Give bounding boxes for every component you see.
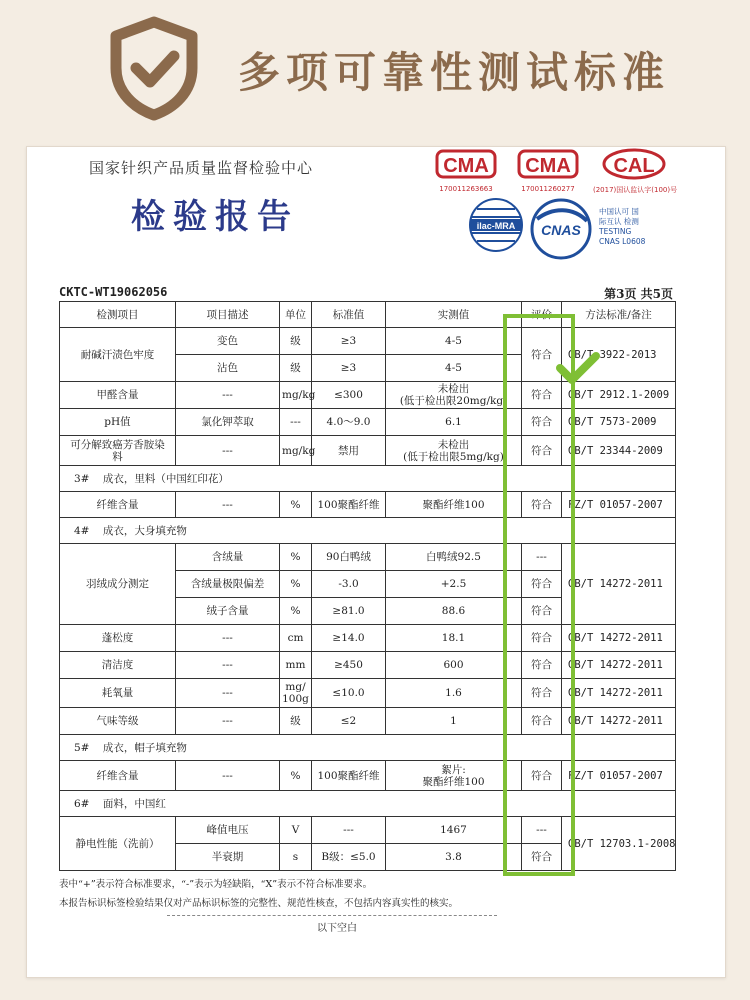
cma-mark-text: CMA <box>525 155 571 177</box>
cal-mark <box>593 147 678 195</box>
cell-eval: 符合 <box>522 409 562 436</box>
cell-eval: 符合 <box>522 708 562 735</box>
cell-desc: --- <box>176 708 280 735</box>
cell-item: 耐碱汗渍色牢度 <box>60 328 176 382</box>
cell-std: --- <box>312 817 386 844</box>
banner-title: 多项可靠性测试标准 <box>238 48 671 97</box>
cell-eval: 符合 <box>522 844 562 871</box>
cell-method: GB/T 14272-2011 <box>562 708 676 735</box>
section-text: 成衣，帽子填充物 <box>102 741 187 754</box>
cell-desc: 绒子含量 <box>176 598 280 625</box>
cnas-text <box>599 207 669 247</box>
cell-desc: 含绒量极限偏差 <box>176 571 280 598</box>
cal-code: (2017)国认监认字(100)号 <box>593 186 678 194</box>
shield-check-icon <box>108 18 200 118</box>
cell-unit: 级 <box>280 708 312 735</box>
section-row <box>60 735 676 761</box>
cell-item: 清洁度 <box>60 652 176 679</box>
section-heading <box>60 466 676 492</box>
cma-code-1: 170011263663 <box>439 185 493 193</box>
cell-std: ≥3 <box>312 328 386 355</box>
col-header: 方法标准/备注 <box>562 302 676 328</box>
cell-unit: % <box>280 571 312 598</box>
table-header-row <box>60 302 676 328</box>
cell-eval: --- <box>522 544 562 571</box>
cell-method: FZ/T 01057-2007 <box>562 492 676 518</box>
cell-method: GB/T 14272-2011 <box>562 652 676 679</box>
cell-method: GB/T 2912.1-2009 <box>562 382 676 409</box>
cell-std: ≥14.0 <box>312 625 386 652</box>
cell-std: ≥81.0 <box>312 598 386 625</box>
cell-std: -3.0 <box>312 571 386 598</box>
cnas-logo-icon <box>529 197 593 261</box>
table-row <box>60 652 676 679</box>
cell-unit: % <box>280 492 312 518</box>
cell-method: GB/T 14272-2011 <box>562 679 676 708</box>
cell-item: 甲醛含量 <box>60 382 176 409</box>
cell-unit: 级 <box>280 328 312 355</box>
page-info: 第3页 共5页 <box>604 287 673 301</box>
cell-measured: 1 <box>386 708 522 735</box>
cell-measured: 1467 <box>386 817 522 844</box>
section-row <box>60 466 676 492</box>
cnas-mark <box>529 197 593 261</box>
cell-unit: 级 <box>280 355 312 382</box>
cell-unit: mg/kg <box>280 382 312 409</box>
cnas-number: CNAS L0608 <box>599 237 646 246</box>
col-header: 实测值 <box>386 302 522 328</box>
cal-mark-text: CAL <box>613 155 655 177</box>
cell-eval: --- <box>522 817 562 844</box>
table-row <box>60 544 676 571</box>
cell-unit: cm <box>280 625 312 652</box>
cell-method: GB/T 14272-2011 <box>562 625 676 652</box>
cell-eval: 符合 <box>522 598 562 625</box>
cell-desc: 沾色 <box>176 355 280 382</box>
cell-std: 90白鸭绒 <box>312 544 386 571</box>
cell-measured: 4-5 <box>386 328 522 355</box>
cell-measured: 聚酯纤维100 <box>386 492 522 518</box>
measured-line-1: 未检出 <box>437 383 470 395</box>
cell-desc: 氯化钾萃取 <box>176 409 280 436</box>
cell-std: ≤10.0 <box>312 679 386 708</box>
note-line-1: 表中“+”表示符合标准要求，“-”表示为轻缺陷，“X”表示不符合标准要求。 <box>59 879 373 890</box>
cell-item: pH值 <box>60 409 176 436</box>
col-header: 评价 <box>522 302 562 328</box>
item-line-1: 可分解致癌芳香胺染 <box>70 438 165 451</box>
cma-mark-2 <box>513 147 583 193</box>
measured-line-2: (低于检出限20mg/kg) <box>399 395 508 407</box>
cell-desc: --- <box>176 761 280 791</box>
cell-desc: --- <box>176 652 280 679</box>
cell-item: 纤维含量 <box>60 492 176 518</box>
cell-eval: 符合 <box>522 652 562 679</box>
cell-item: 蓬松度 <box>60 625 176 652</box>
cell-unit: s <box>280 844 312 871</box>
section-row <box>60 791 676 817</box>
ilac-mra-mark <box>467 195 525 265</box>
cell-measured: 88.6 <box>386 598 522 625</box>
ilac-label: ilac-MRA <box>476 221 516 231</box>
cell-unit: % <box>280 598 312 625</box>
cell-desc: 变色 <box>176 328 280 355</box>
cell-measured: 18.1 <box>386 625 522 652</box>
cell-desc: --- <box>176 625 280 652</box>
cma-code-2: 170011260277 <box>521 185 575 193</box>
cell-measured: 6.1 <box>386 409 522 436</box>
cell-desc: 含绒量 <box>176 544 280 571</box>
cell-eval: 符合 <box>522 625 562 652</box>
cell-unit: % <box>280 761 312 791</box>
cnas-cn-text: 中国认可 国际互认 检测 <box>599 207 639 226</box>
table-row <box>60 708 676 735</box>
cell-desc: 峰值电压 <box>176 817 280 844</box>
cell-measured: 1.6 <box>386 679 522 708</box>
cell-measured: 4-5 <box>386 355 522 382</box>
cal-logo-icon <box>593 147 675 181</box>
cma-logo-icon <box>431 147 501 181</box>
report-paper <box>26 146 726 978</box>
measured-line-2: (低于检出限5mg/kg) <box>403 450 504 463</box>
dashed-divider <box>167 915 497 916</box>
cell-std: B级：≤5.0 <box>312 844 386 871</box>
table-row <box>60 328 676 355</box>
table-row <box>60 679 676 708</box>
unit-line-1: mg/ <box>285 681 306 693</box>
note-line-2: 本报告标识标签检验结果仅对产品标识标签的完整性、规范性核查，不包括内容真实性的核实。 <box>59 898 459 909</box>
report-title: 检验报告 <box>131 197 299 237</box>
table-row <box>60 436 676 466</box>
cnas-en-text: TESTING <box>599 227 632 236</box>
cell-item: 纤维含量 <box>60 761 176 791</box>
cell-std: ≤2 <box>312 708 386 735</box>
banner-header <box>0 0 750 140</box>
cell-std: ≥3 <box>312 355 386 382</box>
table-row <box>60 817 676 844</box>
cma-mark-text: CMA <box>443 155 489 177</box>
cell-item <box>60 436 176 466</box>
cell-eval: 符合 <box>522 492 562 518</box>
cnas-label: CNAS <box>541 222 581 238</box>
measured-line-1: 未检出 <box>437 438 470 451</box>
table-row <box>60 492 676 518</box>
cell-desc: --- <box>176 436 280 466</box>
table-row <box>60 625 676 652</box>
cell-std: 100聚酯纤维 <box>312 492 386 518</box>
cell-method: GB/T 14272-2011 <box>562 544 676 625</box>
col-header: 项目描述 <box>176 302 280 328</box>
section-number: 4# <box>74 524 90 537</box>
report-number: CKTC-WT19062056 <box>59 285 168 299</box>
section-text: 面料，中国红 <box>102 797 166 810</box>
cell-method: FZ/T 01057-2007 <box>562 761 676 791</box>
col-header: 单位 <box>280 302 312 328</box>
cell-desc: --- <box>176 492 280 518</box>
cell-unit <box>280 679 312 708</box>
cell-measured: 白鸭绒92.5 <box>386 544 522 571</box>
cell-unit: mg/kg <box>280 436 312 466</box>
cell-std: 100聚酯纤维 <box>312 761 386 791</box>
section-text: 成衣，里料（中国红印花） <box>102 472 229 485</box>
cell-measured: 3.8 <box>386 844 522 871</box>
cell-method: GB/T 7573-2009 <box>562 409 676 436</box>
blank-below-label: 以下空白 <box>317 923 357 934</box>
cell-eval: 符合 <box>522 436 562 466</box>
cell-method: GB/T 3922-2013 <box>562 328 676 382</box>
cell-desc: 半衰期 <box>176 844 280 871</box>
section-number: 6# <box>74 797 90 810</box>
cell-measured <box>386 382 522 409</box>
cell-item: 气味等级 <box>60 708 176 735</box>
cell-eval: 符合 <box>522 761 562 791</box>
cma-logo-icon <box>513 147 583 181</box>
cell-std: ≥450 <box>312 652 386 679</box>
cell-item: 耗氧量 <box>60 679 176 708</box>
col-header: 检测项目 <box>60 302 176 328</box>
cell-eval: 符合 <box>522 679 562 708</box>
cell-unit: --- <box>280 409 312 436</box>
cell-method: GB/T 12703.1-2008 <box>562 817 676 871</box>
table-row <box>60 382 676 409</box>
cell-unit: V <box>280 817 312 844</box>
cell-eval: 符合 <box>522 571 562 598</box>
org-name: 国家针织产品质量监督检验中心 <box>89 159 314 177</box>
cma-mark-1 <box>431 147 501 193</box>
table-row <box>60 761 676 791</box>
cell-desc: --- <box>176 382 280 409</box>
cell-item: 羽绒成分测定 <box>60 544 176 625</box>
section-row <box>60 518 676 544</box>
section-number: 5# <box>74 741 90 754</box>
item-line-2: 料 <box>112 450 123 463</box>
cell-unit: % <box>280 544 312 571</box>
cell-item: 静电性能（洗前） <box>60 817 176 871</box>
section-heading <box>60 735 676 761</box>
section-number: 3# <box>74 472 90 485</box>
cell-measured <box>386 761 522 791</box>
cell-std: 4.0～9.0 <box>312 409 386 436</box>
cell-unit: mm <box>280 652 312 679</box>
ilac-globe-icon <box>467 195 525 265</box>
cell-std: 禁用 <box>312 436 386 466</box>
cell-eval: 符合 <box>522 328 562 382</box>
section-heading <box>60 791 676 817</box>
section-heading <box>60 518 676 544</box>
results-table <box>59 301 676 871</box>
unit-line-2: 100g <box>282 693 309 705</box>
cell-method: GB/T 23344-2009 <box>562 436 676 466</box>
table-notes <box>59 875 458 913</box>
table-row <box>60 409 676 436</box>
cell-desc: --- <box>176 679 280 708</box>
measured-line-1: 絮片: <box>441 763 466 776</box>
col-header: 标准值 <box>312 302 386 328</box>
measured-line-2: 聚酯纤维100 <box>422 775 485 788</box>
cell-measured <box>386 436 522 466</box>
cell-measured: 600 <box>386 652 522 679</box>
section-text: 成衣，大身填充物 <box>102 524 187 537</box>
cell-std: ≤300 <box>312 382 386 409</box>
cell-eval: 符合 <box>522 382 562 409</box>
cell-measured: +2.5 <box>386 571 522 598</box>
